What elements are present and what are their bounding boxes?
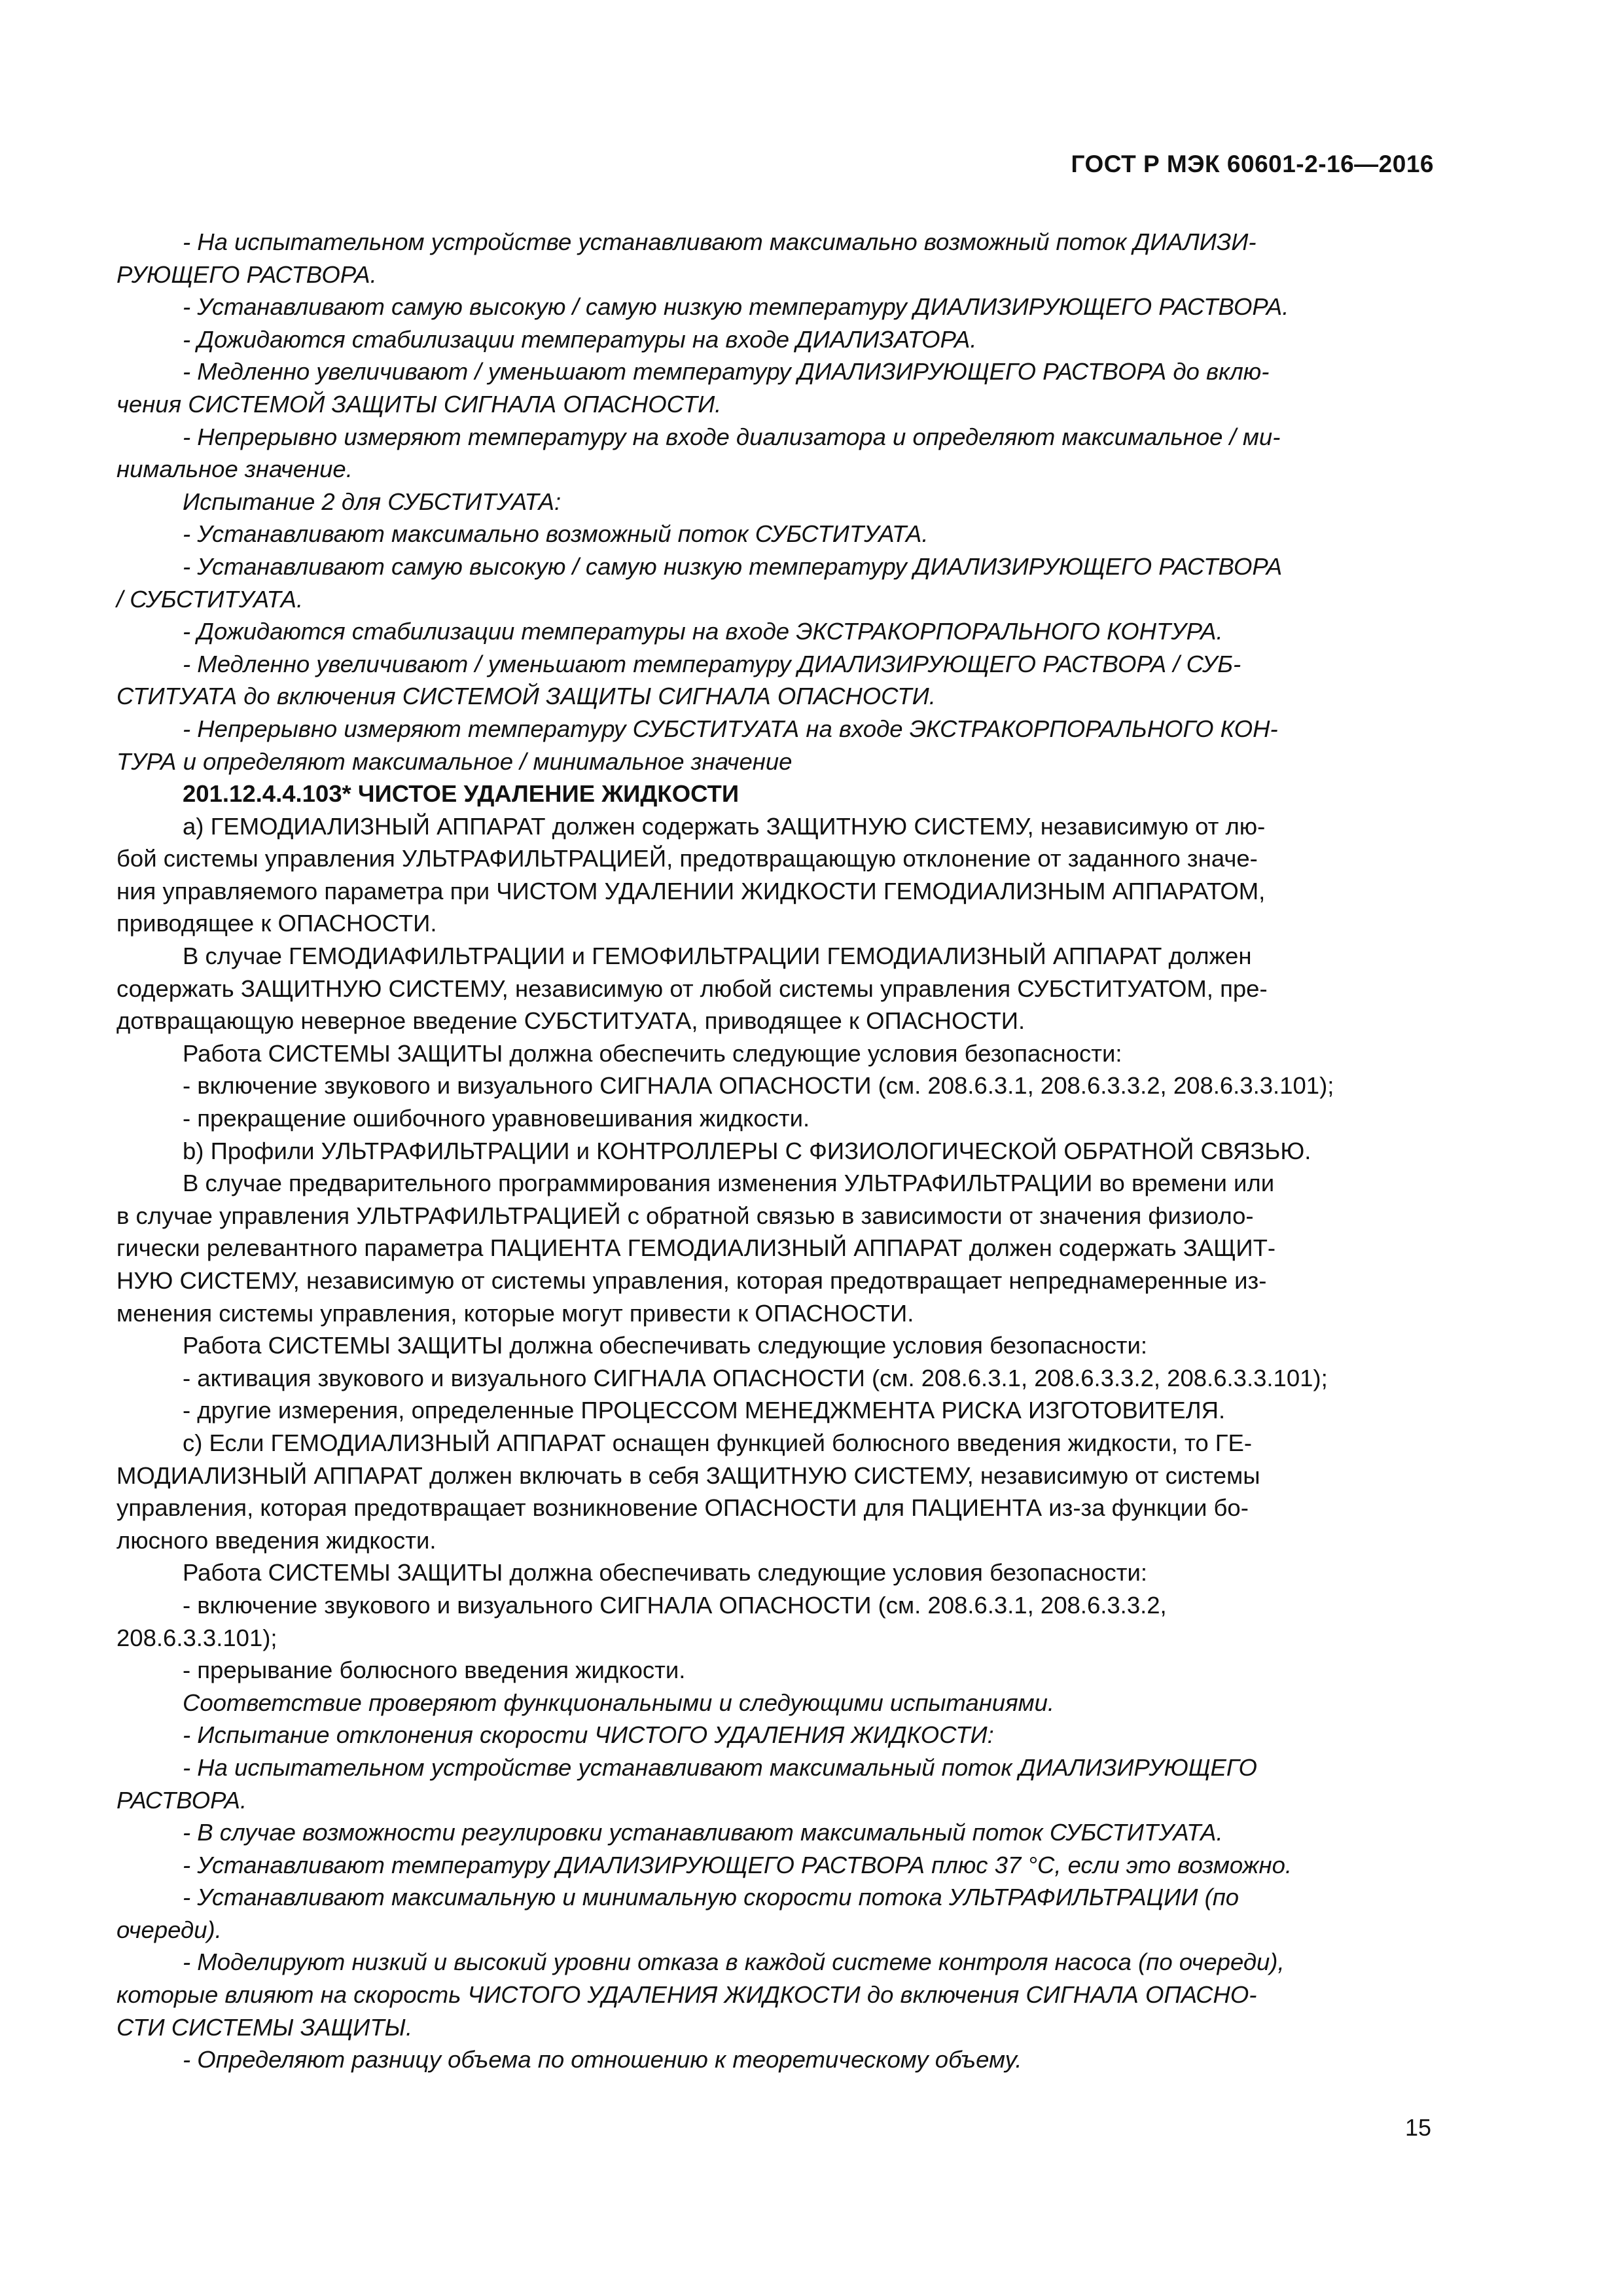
paragraph: - В случае возможности регулировки устанавливают максимальный поток СУБСТИТУАТА.	[183, 1819, 1223, 1846]
paragraph: Работа СИСТЕМЫ ЗАЩИТЫ должна обеспечивать следующие условия безопасности:	[183, 1332, 1147, 1359]
paragraph: - Устанавливают температуру ДИАЛИЗИРУЮЩЕГО РАСТВОРА плюс 37 °С, если это возможно.	[183, 1851, 1293, 1878]
paragraph: a) ГЕМОДИАЛИЗНЫЙ АППАРАТ должен содержать ЗАЩИТНУЮ СИСТЕМУ, независимую от лю- бой системы управления УЛЬТРАФИЛЬТРАЦИЕЙ, предотвращающую отклонение от заданного значе- ния управляемого параметра при ЧИСТОМ УДАЛЕНИИ ЖИДКОСТИ ГЕМОДИАЛИЗНЫМ АППАРАТОМ, приводящее к ОПАСНОСТИ.	[116, 812, 1266, 937]
page-number: 15	[1404, 2114, 1431, 2141]
paragraph: - Устанавливают максимально возможный поток СУБСТИТУАТА.	[183, 520, 929, 548]
standard-header: ГОСТ Р МЭК 60601-2-16—2016	[1071, 151, 1434, 177]
paragraph: c) Если ГЕМОДИАЛИЗНЫЙ АППАРАТ оснащен функцией болюсного введения жидкости, то ГЕ- МОДИАЛИЗНЫЙ АППАРАТ должен включать в себя ЗАЩИТНУЮ СИСТЕМУ, независимую от системы управления, которая предотвращает возникновение ОПАСНОСТИ для ПАЦИЕНТА из-за функции бо- люсного введения жидкости.	[116, 1429, 1260, 1554]
paragraph: b) Профили УЛЬТРАФИЛЬТРАЦИИ и КОНТРОЛЛЕРЫ С ФИЗИОЛОГИЧЕСКОЙ ОБРАТНОЙ СВЯЗЬЮ.	[183, 1137, 1311, 1164]
paragraph: - Устанавливают самую высокую / самую низкую температуру ДИАЛИЗИРУЮЩЕГО РАСТВОРА.	[183, 293, 1289, 321]
section-heading: 201.12.4.4.103* ЧИСТОЕ УДАЛЕНИЕ ЖИДКОСТИ	[183, 780, 740, 808]
paragraph: - Определяют разницу объема по отношению к теоретическому объему.	[183, 2046, 1022, 2073]
paragraph: - прекращение ошибочного уравновешивания жидкости.	[183, 1105, 810, 1132]
paragraph: - другие измерения, определенные ПРОЦЕССОМ МЕНЕДЖМЕНТА РИСКА ИЗГОТОВИТЕЛЯ.	[183, 1397, 1226, 1424]
paragraph: - активация звукового и визуального СИГНАЛА ОПАСНОСТИ (см. 208.6.3.1, 208.6.3.3.2, 208.6.3.3.101);	[183, 1364, 1328, 1391]
paragraph: - Устанавливают самую высокую / самую низкую температуру ДИАЛИЗИРУЮЩЕГО РАСТВОРА / СУБСТИТУАТА.	[116, 552, 1283, 613]
paragraph: - прерывание болюсного введения жидкости.	[183, 1657, 686, 1684]
paragraph: - Устанавливают максимальную и минимальную скорости потока УЛЬТРАФИЛЬТРАЦИИ (по очереди).	[116, 1884, 1240, 1943]
paragraph: - На испытательном устройстве устанавливают максимально возможный поток ДИАЛИЗИ- РУЮЩЕГО РАСТВОРА.	[116, 228, 1257, 288]
body-text	[116, 226, 1432, 2076]
paragraph: - Дожидаются стабилизации температуры на входе ДИАЛИЗАТОРА.	[183, 325, 977, 353]
paragraph: - включение звукового и визуального СИГНАЛА ОПАСНОСТИ (см. 208.6.3.1, 208.6.3.3.2, 208.6.3.3.101);	[116, 1591, 1167, 1651]
paragraph: - На испытательном устройстве устанавливают максимальный поток ДИАЛИЗИРУЮЩЕГО РАСТВОРА.	[116, 1753, 1257, 1814]
paragraph: - Медленно увеличивают / уменьшают температуру ДИАЛИЗИРУЮЩЕГО РАСТВОРА до вклю- чения СИСТЕМОЙ ЗАЩИТЫ СИГНАЛА ОПАСНОСТИ.	[116, 358, 1270, 418]
paragraph: - Дожидаются стабилизации температуры на входе ЭКСТРАКОРПОРАЛЬНОГО КОНТУРА.	[183, 618, 1223, 645]
paragraph: - Непрерывно измеряют температуру СУБСТИТУАТА на входе ЭКСТРАКОРПОРАЛЬНОГО КОН- ТУРА и определяют максимальное / минимальное значение	[116, 715, 1278, 775]
paragraph: - включение звукового и визуального СИГНАЛА ОПАСНОСТИ (см. 208.6.3.1, 208.6.3.3.2, 208.6.3.3.101);	[183, 1072, 1334, 1100]
paragraph: Работа СИСТЕМЫ ЗАЩИТЫ должна обеспечивать следующие условия безопасности:	[183, 1559, 1147, 1587]
paragraph: - Испытание отклонения скорости ЧИСТОГО УДАЛЕНИЯ ЖИДКОСТИ:	[183, 1721, 994, 1749]
paragraph: - Непрерывно измеряют температуру на входе диализатора и определяют максимальное / ми- нимальное значение.	[116, 423, 1281, 483]
paragraph: Испытание 2 для СУБСТИТУАТА:	[183, 488, 562, 515]
paragraph: В случае предварительного программирования изменения УЛЬТРАФИЛЬТРАЦИИ во времени или в случае управления УЛЬТРАФИЛЬТРАЦИЕЙ с обратной связью в зависимости от значения физиоло- гически релевантного параметра ПАЦИЕНТА ГЕМОДИАЛИЗНЫЙ АППАРАТ должен содержать ЗАЩИТ- НУЮ СИСТЕМУ, независимую от системы управления, которая предотвращает непреднамеренные из- менения системы управления, которые могут привести к ОПАСНОСТИ.	[116, 1170, 1276, 1327]
paragraph: Соответствие проверяют функциональными и следующими испытаниями.	[183, 1689, 1055, 1716]
paragraph: Работа СИСТЕМЫ ЗАЩИТЫ должна обеспечить следующие условия безопасности:	[183, 1039, 1122, 1067]
paragraph: - Моделируют низкий и высокий уровни отказа в каждой системе контроля насоса (по очереди), которые влияют на скорость ЧИСТОГО УДАЛЕНИЯ ЖИДКОСТИ до включения СИГНАЛА ОПАСНО- СТИ СИСТЕМЫ ЗАЩИТЫ.	[116, 1948, 1285, 2041]
paragraph: В случае ГЕМОДИАФИЛЬТРАЦИИ и ГЕМОФИЛЬТРАЦИИ ГЕМОДИАЛИЗНЫЙ АППАРАТ должен содержать ЗАЩИТНУЮ СИСТЕМУ, независимую от любой системы управления СУБСТИТУАТОМ, пре- дотвращающую неверное введение СУБСТИТУАТА, приводящее к ОПАСНОСТИ.	[116, 942, 1268, 1035]
paragraph: - Медленно увеличивают / уменьшают температуру ДИАЛИЗИРУЮЩЕГО РАСТВОРА / СУБ- СТИТУАТА до включения СИСТЕМОЙ ЗАЩИТЫ СИГНАЛА ОПАСНОСТИ.	[116, 650, 1241, 710]
